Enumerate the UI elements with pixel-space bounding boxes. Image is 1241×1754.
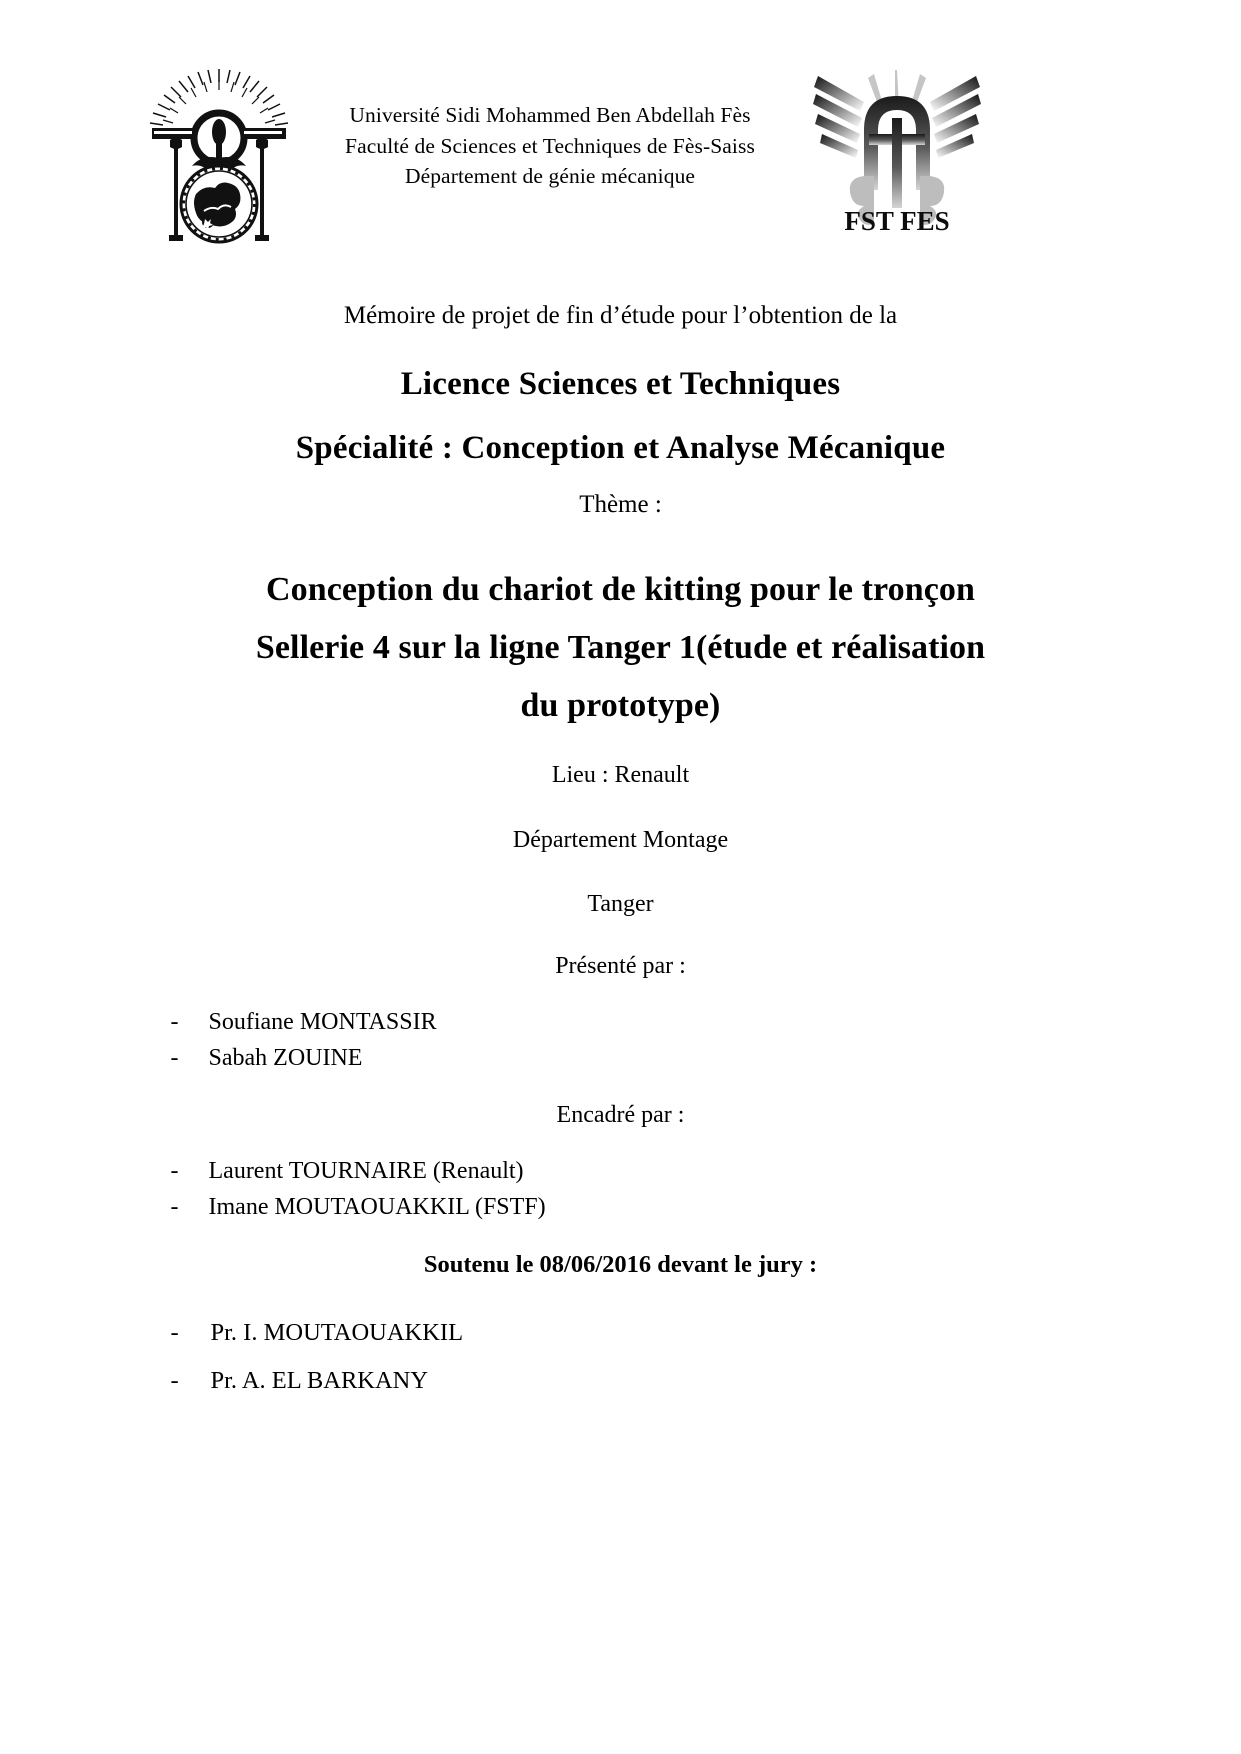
dash-bullet: - [170,1044,179,1071]
fst-fes-logo-icon [812,58,982,238]
supervisor-name: Laurent TOURNAIRE (Renault) [208,1157,524,1184]
memoire-subtitle: Mémoire de projet de fin d’étude pour l’obtention de la [343,302,898,329]
list-item [171,1040,1091,1076]
specialty-title: Spécialité : Conception et Analyse Mécanique [295,429,946,466]
jury-member-name: Pr. I. MOUTAOUAKKIL [210,1318,464,1346]
jury-member-name: Pr. A. EL BARKANY [210,1366,429,1394]
faculty-name: Faculté de Sciences et Techniques de Fès-Saiss [345,133,755,158]
degree-title: Licence Sciences et Techniques [400,365,841,402]
lieu-text: Lieu : Renault [551,762,690,789]
departement-text: Département Montage [512,826,729,853]
student-name: Soufiane MONTASSIR [208,1008,437,1035]
dash-bullet: - [170,1157,179,1184]
fst-fes-wordmark: FST FES [844,206,950,236]
university-name: Université Sidi Mohammed Ben Abdellah Fès [349,103,751,127]
project-title-line-3: du prototype) [520,686,721,724]
list-item [171,1189,1091,1225]
presented-by-label: Présenté par : [555,952,686,979]
dash-bullet: - [170,1366,179,1394]
page-header [0,58,1241,248]
supervised-by-label: Encadré par : [556,1101,685,1128]
dash-bullet: - [170,1318,179,1346]
list-item [171,1004,1091,1040]
supervisor-name: Imane MOUTAOUAKKIL (FSTF) [208,1193,546,1220]
university-seal-icon [148,66,290,244]
list-item [171,1357,1091,1405]
list-item [171,1153,1091,1189]
dash-bullet: - [170,1008,179,1035]
project-title-line-2: Sellerie 4 sur la ligne Tanger 1(étude et réalisation [255,628,986,666]
dash-bullet: - [170,1193,179,1220]
jury-list [151,1309,1091,1405]
university-header-text [300,100,800,192]
defense-date-label: Soutenu le 08/06/2016 devant le jury : [423,1250,818,1278]
list-item [171,1309,1091,1357]
cover-content [0,300,1241,1430]
department-name: Département de génie mécanique [404,164,696,189]
student-name: Sabah ZOUINE [208,1044,363,1071]
supervisors-list [151,1153,1091,1225]
theme-label: Thème : [579,490,662,518]
project-title [161,561,1081,734]
project-title-line-1: Conception du chariot de kitting pour le tronçon [265,570,976,608]
students-list [151,1004,1091,1076]
ville-text: Tanger [587,890,654,917]
